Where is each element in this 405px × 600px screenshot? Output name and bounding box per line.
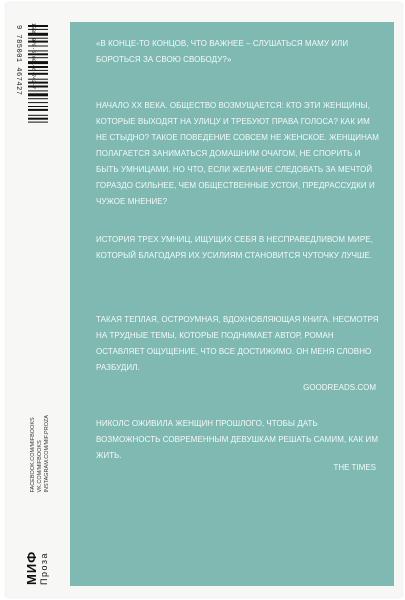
synopsis-summary: ИСТОРИЯ ТРЕХ УМНИЦ, ИЩУЩИХ СЕБЯ В НЕСПРАВЕДЛИВОМ МИРЕ, КОТОРЫЙ БЛАГОДАРЯ ИХ УСИЛИЯМ СТАНОВИТСЯ ЧУТОЧКУ ЛУЧШЕ. xyxy=(96,235,373,260)
publisher-logo xyxy=(26,535,50,585)
review-source-2: THE TIMES xyxy=(333,463,376,472)
review-text-2: НИКОЛС ОЖИВИЛА ЖЕНЩИН ПРОШЛОГО, ЧТОБЫ ДАТЬ ВОЗМОЖНОСТЬ СОВРЕМЕННЫМ ДЕВУШКАМ РЕШАТЬ САМИМ, КАК ИМ ЖИТЬ. xyxy=(96,419,379,460)
social-facebook: FACEBOOK.COM/MIFBOOKS xyxy=(30,417,36,493)
quote-text: «В КОНЦЕ-ТО КОНЦОВ, ЧТО ВАЖНЕЕ – СЛУШАТЬСЯ МАМУ ИЛИ БОРОТЬСЯ ЗА СВОЮ СВОБОДУ?» xyxy=(96,39,349,64)
social-instagram: INSTAGRAM.COM/MIF.PROZA xyxy=(44,415,50,493)
publisher-name: МИФ xyxy=(24,550,39,585)
social-vk: VK.COM/MIFBOOKS xyxy=(37,440,43,493)
book-back-cover xyxy=(6,3,402,597)
review-source-1: GOODREADS.COM xyxy=(303,383,376,392)
publisher-imprint: Проза xyxy=(39,551,49,585)
social-links xyxy=(30,415,51,493)
isbn-digits: 9 785001 467427 xyxy=(14,25,22,96)
synopsis-paragraph: НАЧАЛО XX ВЕКА. ОБЩЕСТВО ВОЗМУЩАЕТСЯ: КТО ЭТИ ЖЕНЩИНЫ, КОТОРЫЕ ВЫХОДЯТ НА УЛИЦУ И ТРЕБУЮТ ПРАВА ГОЛОСА? КАК ИМ НЕ СТЫДНО? ТАКОЕ ПОВЕДЕНИЕ СОВСЕМ НЕ ЖЕНСКОЕ. ЖЕНЩИНАМ ПОЛАГАЕТСЯ ЗАНИМАТЬСЯ ДОМАШНИМ ОЧАГОМ, НЕ СПОРИТЬ И БЫТЬ УМНИЦАМИ. НО ЧТО, ЕСЛИ ЖЕЛАНИЕ СЛЕДОВАТЬ ЗА МЕЧТОЙ ГОРАЗДО СИЛЬНЕЕ, ЧЕМ ОБЩЕСТВЕННЫЕ УСТОИ, ПРЕДРАССУДКИ И ЧУЖОЕ МНЕНИЕ? xyxy=(96,101,380,206)
isbn-label: ISBN 978-5-00146-742-7 xyxy=(30,23,36,90)
blurb-panel xyxy=(70,22,394,586)
review-text-1: ТАКАЯ ТЕПЛАЯ, ОСТРОУМНАЯ, ВДОХНОВЛЯЮЩАЯ КНИГА. НЕСМОТРЯ НА ТРУДНЫЕ ТЕМЫ, КОТОРЫЕ ПОДНИМАЕТ АВТОР, РОМАН ОСТАВЛЯЕТ ОЩУЩЕНИЕ, ЧТО ВСЕ ДОСТИЖИМО. ОН МЕНЯ СЛОВНО РАЗБУДИЛ. xyxy=(96,315,379,372)
